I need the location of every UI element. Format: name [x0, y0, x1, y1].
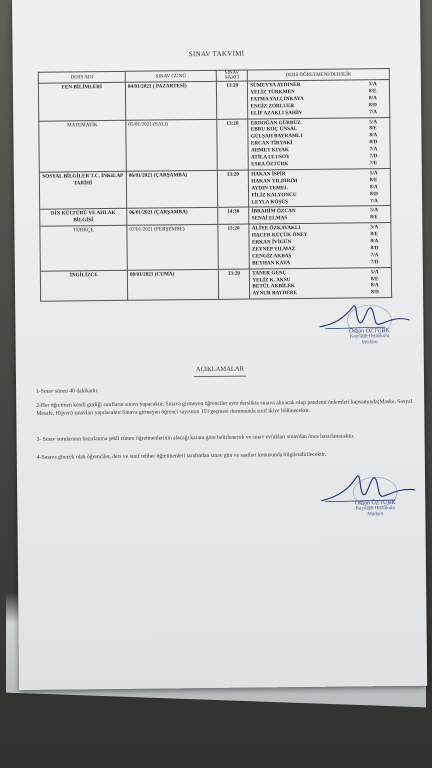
header-ders-adi: DERS ADI — [38, 71, 125, 83]
exam-teachers — [249, 223, 391, 269]
teacher-class: 8/A — [369, 132, 378, 139]
exam-time: 13:20 — [217, 119, 249, 171]
teacher-name: ERDOĞAN GÜRBÜZ — [250, 119, 301, 127]
teacher-entry — [252, 214, 389, 222]
teacher-name: İBRAHİM ÖZCAN — [251, 208, 296, 215]
teacher-name: AYDIN TEMEL — [251, 184, 288, 192]
teacher-name: ENGİZ ZORLUER — [250, 102, 295, 110]
teacher-class: 8/D — [371, 289, 379, 296]
teacher-class: 5/A — [369, 170, 378, 177]
teacher-class: 8/E — [369, 125, 377, 132]
exam-date: 04/01/2021 ( PAZARTESİ) — [125, 81, 216, 119]
exam-date: 07/01/2021 (PERŞEMBE) — [127, 225, 218, 270]
exam-time: 13:20 — [218, 224, 250, 269]
teacher-name: ATİLA ULUSOY — [251, 154, 290, 161]
teacher-name: GÜLŞAH BAYRAMLI — [250, 133, 303, 140]
header-ogretmen-derslik: DERS ÖĞRETMENİ/DERSLİK — [248, 69, 390, 81]
exam-subject: MATEMATİK — [39, 120, 126, 172]
exam-date: 05/01/2021 (SALI) — [126, 119, 217, 171]
exam-teachers — [248, 80, 390, 119]
teacher-class: 5/A — [369, 118, 378, 125]
teacher-class: 7/D — [370, 258, 379, 266]
teacher-name: BETÜL AKBİLEK — [252, 283, 295, 290]
signature-1-name: Orhan ÖZTÜRK — [349, 328, 390, 335]
exam-subject: FEN BİLİMLERİ — [38, 82, 125, 120]
exam-date: 06/01/2021 (ÇARŞAMBA) — [127, 208, 218, 226]
exam-teachers — [249, 168, 391, 207]
notes-title: AÇIKLAMALAR — [195, 365, 244, 374]
teacher-name: FİLİZ KALYONCU — [251, 191, 297, 199]
signature-2-caption — [339, 500, 411, 519]
teacher-class: 5/A — [370, 268, 379, 275]
teacher-class: 8/D — [369, 139, 378, 146]
exam-row — [38, 80, 389, 121]
teacher-class: 8/A — [369, 183, 378, 190]
teacher-class: 8/E — [370, 275, 379, 282]
teacher-name: ZEYNEP YILMAZ — [251, 245, 296, 253]
teacher-class: 8/E — [369, 176, 378, 184]
teacher-name: SÜMEYYA AYDINER — [250, 81, 301, 89]
teacher-class: 8/E — [370, 214, 378, 221]
exam-row — [39, 168, 390, 209]
exam-teachers — [249, 206, 391, 224]
header-sinav-gunu: SINAV GÜNÜ — [125, 70, 216, 82]
teacher-class: 7/A — [370, 197, 378, 204]
note-3: 3- Sınav sorularının hazırlanma şekli zümre öğretmenlerinin alacağı karara göre belirlenecek ve sınav evrakları sınavdan önce hazırlanacaktır. — [36, 433, 355, 443]
document-page — [12, 0, 427, 690]
teacher-class: 5/A — [370, 224, 379, 231]
teacher-class: 7/A — [370, 252, 379, 259]
teacher-entry — [251, 160, 388, 168]
exam-subject: DİN KÜLTÜRÜ VE AHLAK BİLGİSİ — [40, 209, 127, 227]
exam-teachers — [250, 267, 392, 299]
note-2: 2-Her öğretmen kendi girdiği sınıfların sınavı yapacaktır. Sınava girmeyen öğrenciler aynı derslikte sınava alınacak olup pandemi önlemleri kapsamında(Maske, Sosyal Mesafe, Hijyen) sınavları yapılacaktır.Sınava girmeyen öğrenci sayısının 15'i geçmesi durumunda sınıf ikiye bölünecektir. — [36, 398, 413, 417]
exam-subject: İNGİLİZCE — [40, 270, 127, 302]
header-sinav-saati: SINAV SAATİ — [216, 70, 248, 81]
teacher-class: 5/A — [368, 81, 377, 88]
exam-subject: SOSYAL BİLGİLER T.C. İNKILAP TARİHİ — [39, 171, 126, 209]
document-title: SINAV TAKVİMİ — [188, 49, 245, 59]
note-1: 1-Sınav süresi 40 dakikadır. — [36, 388, 99, 395]
teacher-class: 8/A — [370, 238, 379, 245]
teacher-name: LEYLA KÖŞÜŞ — [251, 198, 289, 206]
exam-time: 13:20 — [218, 269, 250, 300]
teacher-name: ERCAN TİRYAKİ — [250, 140, 293, 147]
exam-time: 13:20 — [216, 81, 248, 119]
teacher-name: EBRU KOÇ ÜNSAL — [250, 126, 298, 133]
teacher-class: 7/A — [369, 108, 378, 115]
teacher-class: 8/D — [370, 245, 379, 252]
signature-1-title: Müdürü — [361, 340, 378, 346]
teacher-class: 7/A — [369, 146, 378, 153]
exam-teachers — [248, 117, 390, 170]
teacher-class: 7/D — [369, 153, 378, 160]
exam-row — [39, 117, 391, 172]
teacher-name: AHMET KIYAK — [250, 147, 289, 154]
teacher-class: 8/A — [370, 282, 379, 289]
signature-2-title: Müdürü — [367, 512, 384, 518]
signature-2-school: Kaynaşlı Ortaokulu — [355, 506, 396, 512]
teacher-name: FATMA YALÇINKAYA — [250, 95, 304, 103]
exam-time: 14:30 — [217, 207, 249, 224]
signature-1-caption — [333, 328, 405, 347]
teacher-name: SENAİ ELMAS — [251, 215, 288, 222]
teacher-name: ESRA ÖZTÜRK — [251, 161, 289, 168]
exam-date: 06/01/2021 (ÇARŞAMBA) — [126, 170, 217, 208]
exam-schedule-table — [38, 68, 392, 302]
teacher-class: 8/E — [370, 231, 379, 238]
teacher-entry — [251, 109, 388, 117]
teacher-name: ALİYE ÖZKAVAKLI — [251, 225, 301, 232]
teacher-name: HAKAN YILDIRIM — [251, 177, 298, 185]
exam-subject: TÜRKÇE — [40, 226, 127, 271]
notes-divider — [194, 376, 246, 377]
teacher-class: 8/E — [368, 88, 377, 95]
teacher-entry — [252, 259, 389, 267]
teacher-name: ERKAN İVİGÜN — [251, 239, 292, 246]
teacher-name: AYNUR BAYDERE — [252, 290, 297, 297]
teacher-class: 8/A — [369, 94, 377, 102]
teacher-entry — [251, 198, 388, 206]
teacher-name: ELİF AZAKLI ŞAHİN — [250, 109, 302, 117]
signature-1-school: Kaynaşlı Ortaokulu — [349, 334, 390, 340]
teacher-name: YELİZ K. AKSU — [252, 276, 291, 284]
exam-time: 13:20 — [217, 170, 249, 208]
exam-date: 08/01/2021 (CUMA) — [127, 269, 218, 301]
teacher-class: 8/D — [369, 101, 377, 108]
teacher-class: 8/D — [370, 190, 378, 197]
teacher-class: 7/E — [369, 160, 378, 167]
teacher-name: HAKAN İSPİR — [251, 171, 286, 178]
exam-row — [40, 223, 391, 271]
note-4: 4-Sınava girecek olan öğrenciler, ders ve sınıf rehber öğretmenleri tarafından sınav gün ve saatleri konusunda bilgilendirilecektir. — [36, 451, 327, 461]
signature-2-name: Orhan ÖZTÜRK — [354, 500, 396, 507]
teacher-name: HACER KÜÇÜK ÖNEY — [251, 232, 308, 239]
teacher-name: TANER GENÇ — [252, 269, 287, 277]
teacher-name: CENGİZ AKBAŞ — [252, 252, 292, 260]
teacher-name: YELİZ TÜRKMEN — [250, 88, 295, 96]
teacher-class: 5/A — [370, 207, 379, 214]
teacher-name: BEYHAN KAYA — [252, 259, 290, 267]
